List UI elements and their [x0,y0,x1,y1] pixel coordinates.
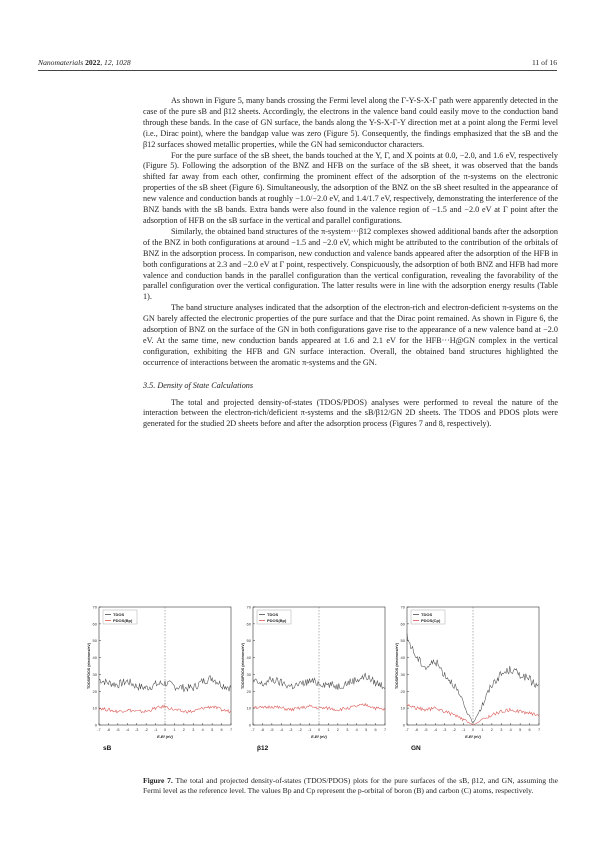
x-tick-label: -1 [461,728,466,732]
figure-caption [143,776,558,796]
x-tick-label: 6 [220,728,223,732]
x-tick-label: -3 [289,728,293,732]
dos-panel-b12 [239,603,388,761]
journal-citation: Nanomaterials 2022, 12, 1028 [38,58,131,67]
dos-chart-sb [85,603,234,761]
x-tick-label: -3 [443,728,447,732]
y-axis-label: TDOS/PDOS (electrons/eV) [395,643,399,689]
y-tick-label: 50 [400,638,405,644]
y-tick-label: 60 [400,621,405,627]
x-tick-label: 5 [211,728,214,732]
y-axis-label: TDOS/PDOS (electrons/eV) [241,643,245,689]
y-tick-label: 0 [402,722,405,728]
y-tick-label: 50 [246,638,251,644]
legend-label: TDOS [113,612,125,617]
panel-label: β12 [257,745,269,752]
y-axis-label: TDOS/PDOS (electrons/eV) [87,643,91,689]
x-tick-label: 6 [374,728,377,732]
x-tick-label: -4 [125,728,129,732]
y-tick-label: 60 [246,621,251,627]
x-tick-label: -1 [307,728,312,732]
y-tick-label: 40 [92,655,97,661]
x-tick-label: 2 [490,728,493,732]
x-tick-label: 5 [519,728,522,732]
x-tick-label: -1 [153,728,158,732]
y-tick-label: 20 [246,688,251,694]
y-tick-label: 70 [400,604,405,610]
legend-label: TDOS [421,612,433,617]
x-tick-label: -6 [106,728,111,732]
x-tick-label: 1 [327,728,330,732]
y-tick-label: 70 [92,604,97,610]
x-tick-label: -4 [279,728,283,732]
panel-label: sB [103,745,112,752]
y-tick-label: 70 [246,604,251,610]
dos-panel-sb [85,603,234,761]
x-tick-label: 4 [509,728,512,732]
x-tick-label: 6 [528,728,531,732]
y-tick-label: 30 [92,671,97,677]
y-tick-label: 40 [400,655,405,661]
legend-label: PDOS(Bp) [113,618,133,623]
x-tick-label: -6 [260,728,265,732]
y-tick-label: 40 [246,655,251,661]
legend-label: PDOS(Bp) [267,618,287,623]
x-tick-label: 5 [365,728,368,732]
y-tick-label: 50 [92,638,97,644]
x-tick-label: -2 [452,728,456,732]
x-tick-label: 2 [182,728,185,732]
y-tick-label: 0 [248,722,251,728]
y-tick-label: 10 [246,705,251,711]
x-tick-label: -3 [135,728,139,732]
y-tick-label: 20 [92,688,97,694]
page-header [38,58,557,70]
y-tick-label: 10 [92,705,97,711]
x-tick-label: 0 [163,728,167,732]
x-tick-label: -2 [298,728,302,732]
x-tick-label: 1 [173,728,176,732]
y-tick-label: 10 [400,705,405,711]
x-axis-label: E-Ef (eV) [465,735,481,739]
y-tick-label: 60 [92,621,97,627]
section-title: 3.5. Density of State Calculations [143,380,254,390]
x-axis-label: E-Ef (eV) [157,735,173,739]
x-tick-label: 4 [201,728,204,732]
page-number: 11 of 16 [531,58,557,67]
figure-7 [85,603,545,773]
x-tick-label: -2 [144,728,148,732]
legend-label: TDOS [267,612,279,617]
x-tick-label: 0 [317,728,321,732]
paragraph: The total and projected density-of-states (TDOS/PDOS) analyses were performed to reveal the nature of the interaction between the electron-rich/deficient π-systems and the sB/β12/GN 2D sheets. The TDOS and PDOS plots were generated for the studied 2D sheets before and after the adsorption process (Figures 7 and 8, respectively). [143,397,558,429]
y-tick-label: 20 [400,688,405,694]
panel-label: GN [411,745,421,752]
paragraph: As shown in Figure 5, many bands crossing the Fermi level along the Γ-Y-S-X-Γ path were apparently detected in the case of the pure sB and β12 sheets. Accordingly, the electrons in the valence band could easily move to the conduction band through these bands. In the case of GN surface, the bands along the Y-S-X-Γ-Y direction met at a point along the Fermi level (i.e., Dirac point), where the bandgap value was zero (Figure 5). Consequently, the findings emphasized that the sB and the β12 surfaces showed metallic properties, while the GN had semiconductor characters. [143,96,558,149]
paragraph: The band structure analyses indicated that the adsorption of the electron-rich and electron-deficient π-systems on the GN barely affected the electronic properties of the pure surface and that the Dirac point remained. As shown in Figure 6, the adsorption of BNZ on the surface of the GN in both configurations gave rise to the appearance of a new valence band at −2.0 eV. At the same time, new conduction bands appeared at 1.6 and 2.1 eV for the HFB···H@GN complex in the vertical configuration, exhibiting the HFB and GN surface interaction. Overall, the obtained band structures highlighted the occurrence of interactions between the aromatic π-systems and the GN. [143,303,558,367]
x-tick-label: -7 [97,728,101,732]
dos-chart-gn [393,603,542,761]
x-tick-label: 3 [192,728,195,732]
x-tick-label: -5 [424,728,428,732]
x-tick-label: -4 [433,728,437,732]
y-tick-label: 0 [94,722,97,728]
x-tick-label: 3 [500,728,503,732]
x-axis-label: E-Ef (eV) [311,735,327,739]
x-tick-label: -5 [270,728,274,732]
x-tick-label: 1 [481,728,484,732]
x-tick-label: -5 [116,728,120,732]
x-tick-label: 7 [229,728,233,732]
paragraph: Similarly, the obtained band structures of the π-system···β12 complexes showed additional bands after the adsorption of the BNZ in both configurations at around −1.5 and −2.0 eV, which might be attributed to the contribution of the orbitals of BNZ in the adsorption process. In comparison, new conduction and valence bands appeared after the adsorption of the HFB in both configurations at 2.3 and −2.0 eV at Γ point, respectively. Conspicuously, the adsorption of both BNZ and HFB had more valence and conduction bands in the parallel configuration than the vertical configuration, revealing the favorability of the parallel configuration over the vertical configuration. The latter results were in line with the adsorption energy results (Table 1). [143,226,558,302]
dos-chart-b12 [239,603,388,761]
y-tick-label: 30 [246,671,251,677]
x-tick-label: 2 [336,728,339,732]
x-tick-label: -7 [405,728,409,732]
x-tick-label: 4 [355,728,358,732]
y-tick-label: 30 [400,671,405,677]
x-tick-label: -7 [251,728,255,732]
tdos-line [253,673,385,690]
dos-panel-gn [393,603,542,761]
caption-label: Figure 7. [143,776,173,785]
caption-text: The total and projected density-of-states (TDOS/PDOS) plots for the pure surfaces of the sB, β12, and GN, assuming the Fermi level as the reference level. The values Bp and Cp represent the p-orbital of boron (B) and carbon (C) atoms, respectively. [143,776,559,795]
x-tick-label: -6 [414,728,419,732]
body-text [143,96,558,430]
legend-label: PDOS(Cp) [421,618,441,623]
x-tick-label: 7 [383,728,387,732]
x-tick-label: 0 [471,728,475,732]
header-rule [38,70,557,71]
x-tick-label: 3 [346,728,349,732]
paragraph: For the pure surface of the sB sheet, the bands touched at the Y, Γ, and X points at 0.0, −2.0, and 1.6 eV, respectively (Figure 5). Following the adsorption of the BNZ and HFB on the surface of the sB sheet, it was observed that the bands shifted far away from each other, confirming the prominent effect of the adsorption of the π-systems on the electronic properties of the sB sheet (Figure 6). Simultaneously, the adsorption of the BNZ on the sB sheet resulted in the appearance of new valence and conduction bands at roughly −1.0/−2.0 eV, and 1.4/1.7 eV, respectively, demonstrating the interference of the BNZ bands with the sB bands. Extra bands were also found in the valence region of −1.5 and −2.0 eV at Γ point after the adsorption of HFB on the sB surface in the vertical and parallel configurations. [143,150,558,225]
x-tick-label: 7 [537,728,541,732]
